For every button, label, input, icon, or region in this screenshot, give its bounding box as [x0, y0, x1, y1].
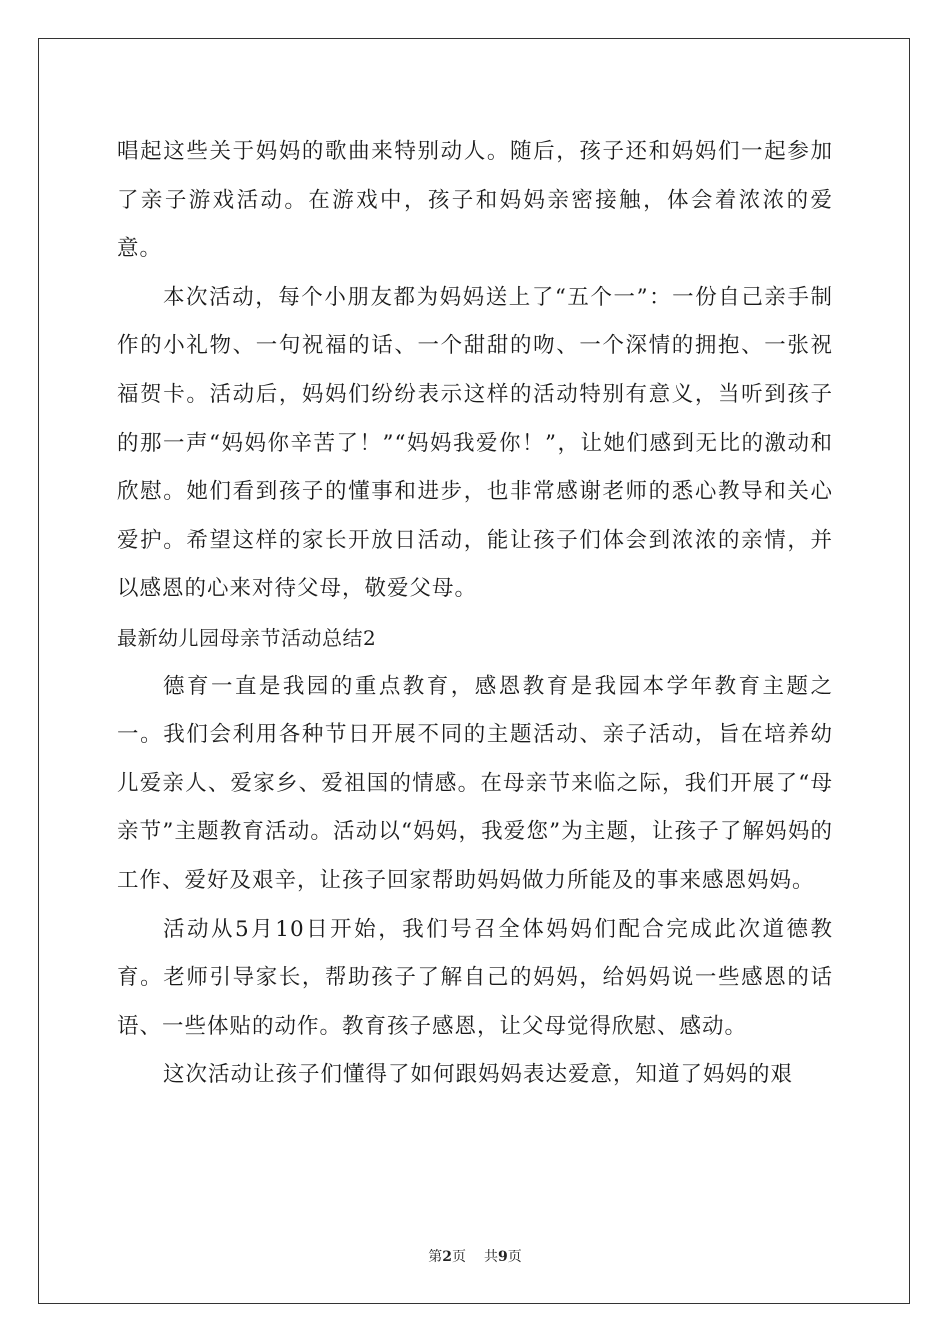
total-pages: 9: [498, 1249, 508, 1265]
paragraph-2: 本次活动，每个小朋友都为妈妈送上了“五个一”：一份自己亲手制作的小礼物、一句祝福的话、一个甜甜的吻、一个深情的拥抱、一张祝福贺卡。活动后，妈妈们纷纷表示这样的活动特别有意义，当听到孩子的那一声“妈妈你辛苦了！”“妈妈我爱你！”，让她们感到无比的激动和欣慰。她们看到孩子的懂事和进步，也非常感谢老师的悉心教导和关心爱护。希望这样的家长开放日活动，能让孩子们体会到浓浓的亲情，并以感恩的心来对待父母，敬爱父母。: [117, 284, 833, 602]
paragraph-5: 这次活动让孩子们懂得了如何跟妈妈表达爱意，知道了妈妈的艰: [163, 1062, 794, 1088]
section-heading: 最新幼儿园母亲节活动总结2: [117, 625, 377, 650]
total-suffix: 页: [507, 1249, 522, 1265]
paragraph-4: 活动从5月10日开始，我们号召全体妈妈们配合完成此次道德教育。老师引导家长，帮助孩子了解自己的妈妈，给妈妈说一些感恩的话语、一些体贴的动作。教育孩子感恩，让父母觉得欣慰、感动。: [117, 916, 833, 1039]
page-number: 2: [442, 1249, 452, 1265]
page-suffix: 页: [452, 1249, 466, 1265]
page-prefix: 第: [428, 1249, 443, 1265]
paragraph-3: 德育一直是我园的重点教育，感恩教育是我园本学年教育主题之一。我们会利用各种节日开展不同的主题活动、亲子活动，旨在培养幼儿爱亲人、爱家乡、爱祖国的情感。在母亲节来临之际，我们开展了“母亲节”主题教育活动。活动以“妈妈，我爱您”为主题，让孩子了解妈妈的工作、爱好及艰辛，让孩子回家帮助妈妈做力所能及的事来感恩妈妈。: [117, 673, 833, 893]
document-body: [117, 128, 833, 1100]
paragraph-1: 唱起这些关于妈妈的歌曲来特别动人。随后，孩子还和妈妈们一起参加了亲子游戏活动。在游戏中，孩子和妈妈亲密接触，体会着浓浓的爱意。: [117, 139, 833, 262]
total-prefix: 共: [484, 1249, 498, 1265]
page-footer: [0, 1246, 950, 1266]
